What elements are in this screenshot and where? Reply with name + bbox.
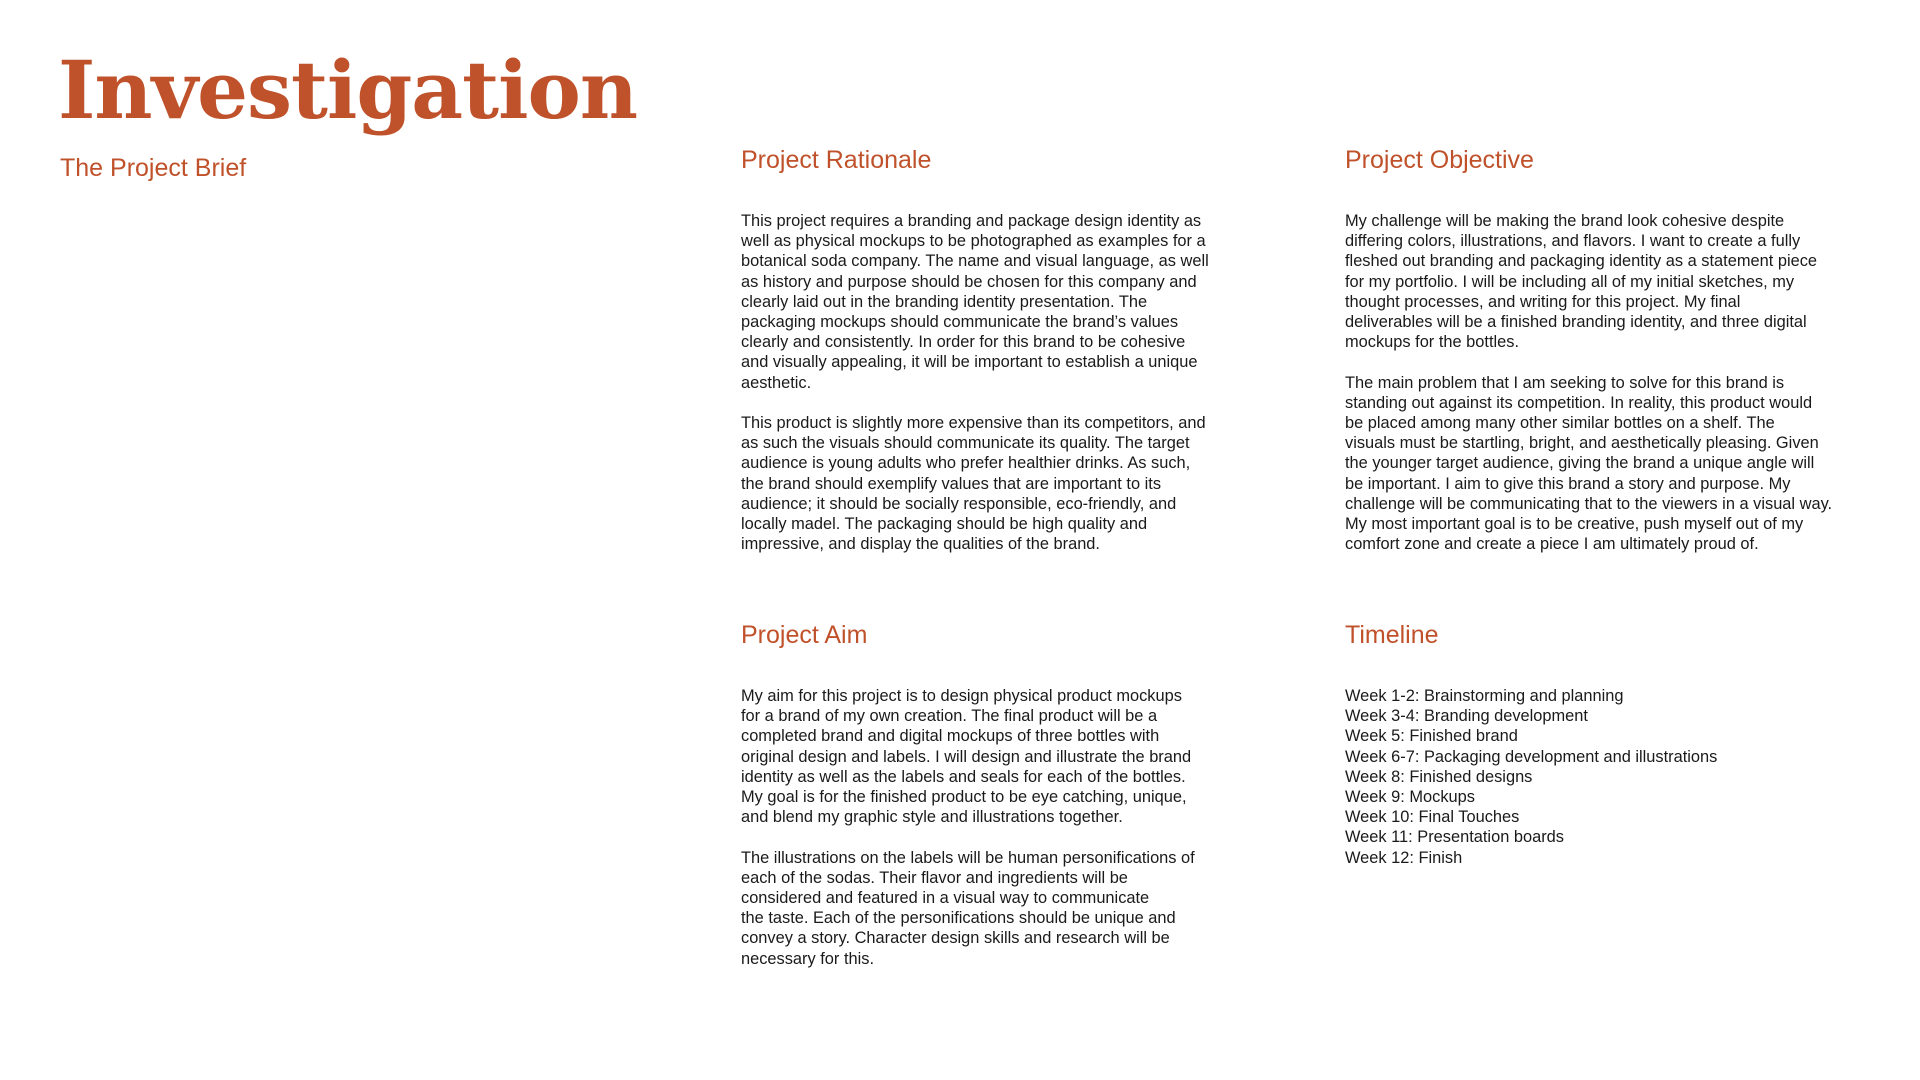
- text-line: and visually appealing, it will be important to establish a unique: [741, 353, 1198, 372]
- text-line: completed brand and digital mockups of three bottles with: [741, 727, 1160, 746]
- project-objective-heading: Project Objective: [1345, 146, 1534, 174]
- text-line: This product is slightly more expensive than its competitors, and: [741, 414, 1206, 433]
- project-aim-body: [741, 686, 1195, 969]
- body-paragraph: [741, 848, 1195, 969]
- timeline-item: Week 6-7: Packaging development and illustrations: [1345, 747, 1718, 766]
- body-paragraph: [1345, 373, 1832, 555]
- page-subtitle: The Project Brief: [60, 154, 247, 182]
- timeline-item: Week 9: Mockups: [1345, 788, 1475, 807]
- text-line: aesthetic.: [741, 373, 812, 392]
- text-line: The main problem that I am seeking to solve for this brand is: [1345, 373, 1785, 392]
- text-line: My most important goal is to be creative, push myself out of my: [1345, 515, 1804, 534]
- text-line: identity as well as the labels and seals for each of the bottles.: [741, 767, 1186, 786]
- text-line: thought processes, and writing for this project. My final: [1345, 292, 1741, 311]
- project-rationale-body: [741, 211, 1209, 554]
- project-aim-heading: Project Aim: [741, 621, 868, 649]
- text-line: the taste. Each of the personifications should be unique and: [741, 909, 1176, 928]
- text-line: My challenge will be making the brand look cohesive despite: [1345, 212, 1785, 230]
- timeline-item: Week 1-2: Brainstorming and planning: [1345, 687, 1624, 705]
- text-line: packaging mockups should communicate the brand’s values: [741, 313, 1179, 332]
- body-paragraph: [1345, 211, 1832, 352]
- text-line: for my portfolio. I will be including all of my initial sketches, my: [1345, 272, 1795, 291]
- body-paragraph: [741, 413, 1209, 554]
- text-line: be placed among many other similar bottles on a shelf. The: [1345, 414, 1775, 433]
- text-line: My aim for this project is to design physical product mockups: [741, 687, 1182, 705]
- text-line: challenge will be communicating that to the viewers in a visual way.: [1345, 494, 1833, 513]
- project-aim-section: [741, 620, 1195, 969]
- text-line: This project requires a branding and package design identity as: [741, 212, 1202, 230]
- timeline-item: Week 3-4: Branding development: [1345, 707, 1588, 726]
- text-line: clearly laid out in the branding identity presentation. The: [741, 292, 1148, 311]
- text-line: be important. I aim to give this brand a story and purpose. My: [1345, 474, 1791, 493]
- timeline-item: Week 8: Finished designs: [1345, 767, 1533, 786]
- text-line: botanical soda company. The name and visual language, as well: [741, 252, 1209, 271]
- timeline-list: [1345, 686, 1717, 868]
- text-line: The illustrations on the labels will be human personifications of: [741, 848, 1195, 867]
- page-title: Investigation: [58, 43, 637, 137]
- text-line: visuals must be startling, bright, and aesthetically pleasing. Given: [1345, 434, 1819, 453]
- text-line: considered and featured in a visual way to communicate: [741, 889, 1150, 908]
- text-line: the younger target audience, giving the brand a unique angle will: [1345, 454, 1815, 473]
- text-line: differing colors, illustrations, and flavors. I want to create a fully: [1345, 232, 1801, 251]
- project-objective-body: [1345, 211, 1832, 554]
- text-line: well as physical mockups to be photographed as examples for a: [741, 232, 1206, 251]
- timeline-section: [1345, 620, 1717, 868]
- text-line: mockups for the bottles.: [1345, 333, 1520, 352]
- timeline-item: Week 11: Presentation boards: [1345, 828, 1564, 847]
- timeline-item: Week 5: Finished brand: [1345, 727, 1518, 746]
- body-paragraph: [741, 211, 1209, 393]
- project-objective-section: [1345, 145, 1832, 554]
- text-line: deliverables will be a finished branding identity, and three digital: [1345, 313, 1807, 332]
- text-line: and blend my graphic style and illustrations together.: [741, 808, 1123, 827]
- text-line: convey a story. Character design skills and research will be: [741, 929, 1170, 948]
- text-line: fleshed out branding and packaging identity as a statement piece: [1345, 252, 1818, 271]
- text-line: for a brand of my own creation. The final product will be a: [741, 707, 1158, 726]
- text-line: original design and labels. I will design and illustrate the brand: [741, 747, 1192, 766]
- text-line: locally madel. The packaging should be high quality and: [741, 515, 1148, 534]
- text-line: comfort zone and create a piece I am ultimately proud of.: [1345, 535, 1759, 554]
- project-rationale-section: [741, 145, 1209, 554]
- text-line: standing out against its competition. In reality, this product would: [1345, 393, 1813, 412]
- timeline-item: Week 12: Finish: [1345, 848, 1463, 867]
- text-line: each of the sodas. Their flavor and ingredients will be: [741, 868, 1128, 887]
- text-line: as such the visuals should communicate its quality. The target: [741, 434, 1190, 453]
- timeline-item: Week 10: Final Touches: [1345, 808, 1520, 827]
- body-paragraph: [741, 686, 1195, 827]
- text-line: audience is young adults who prefer healthier drinks. As such,: [741, 454, 1191, 473]
- timeline-heading: Timeline: [1345, 621, 1439, 649]
- project-rationale-heading: Project Rationale: [741, 146, 932, 174]
- text-line: necessary for this.: [741, 949, 874, 968]
- text-line: clearly and consistently. In order for this brand to be cohesive: [741, 333, 1186, 352]
- text-line: My goal is for the finished product to be eye catching, unique,: [741, 788, 1187, 807]
- text-line: impressive, and display the qualities of the brand.: [741, 535, 1100, 554]
- text-line: as history and purpose should be chosen for this company and: [741, 272, 1197, 291]
- text-line: the brand should exemplify values that are important to its: [741, 474, 1162, 493]
- text-line: audience; it should be socially responsible, eco-friendly, and: [741, 494, 1177, 513]
